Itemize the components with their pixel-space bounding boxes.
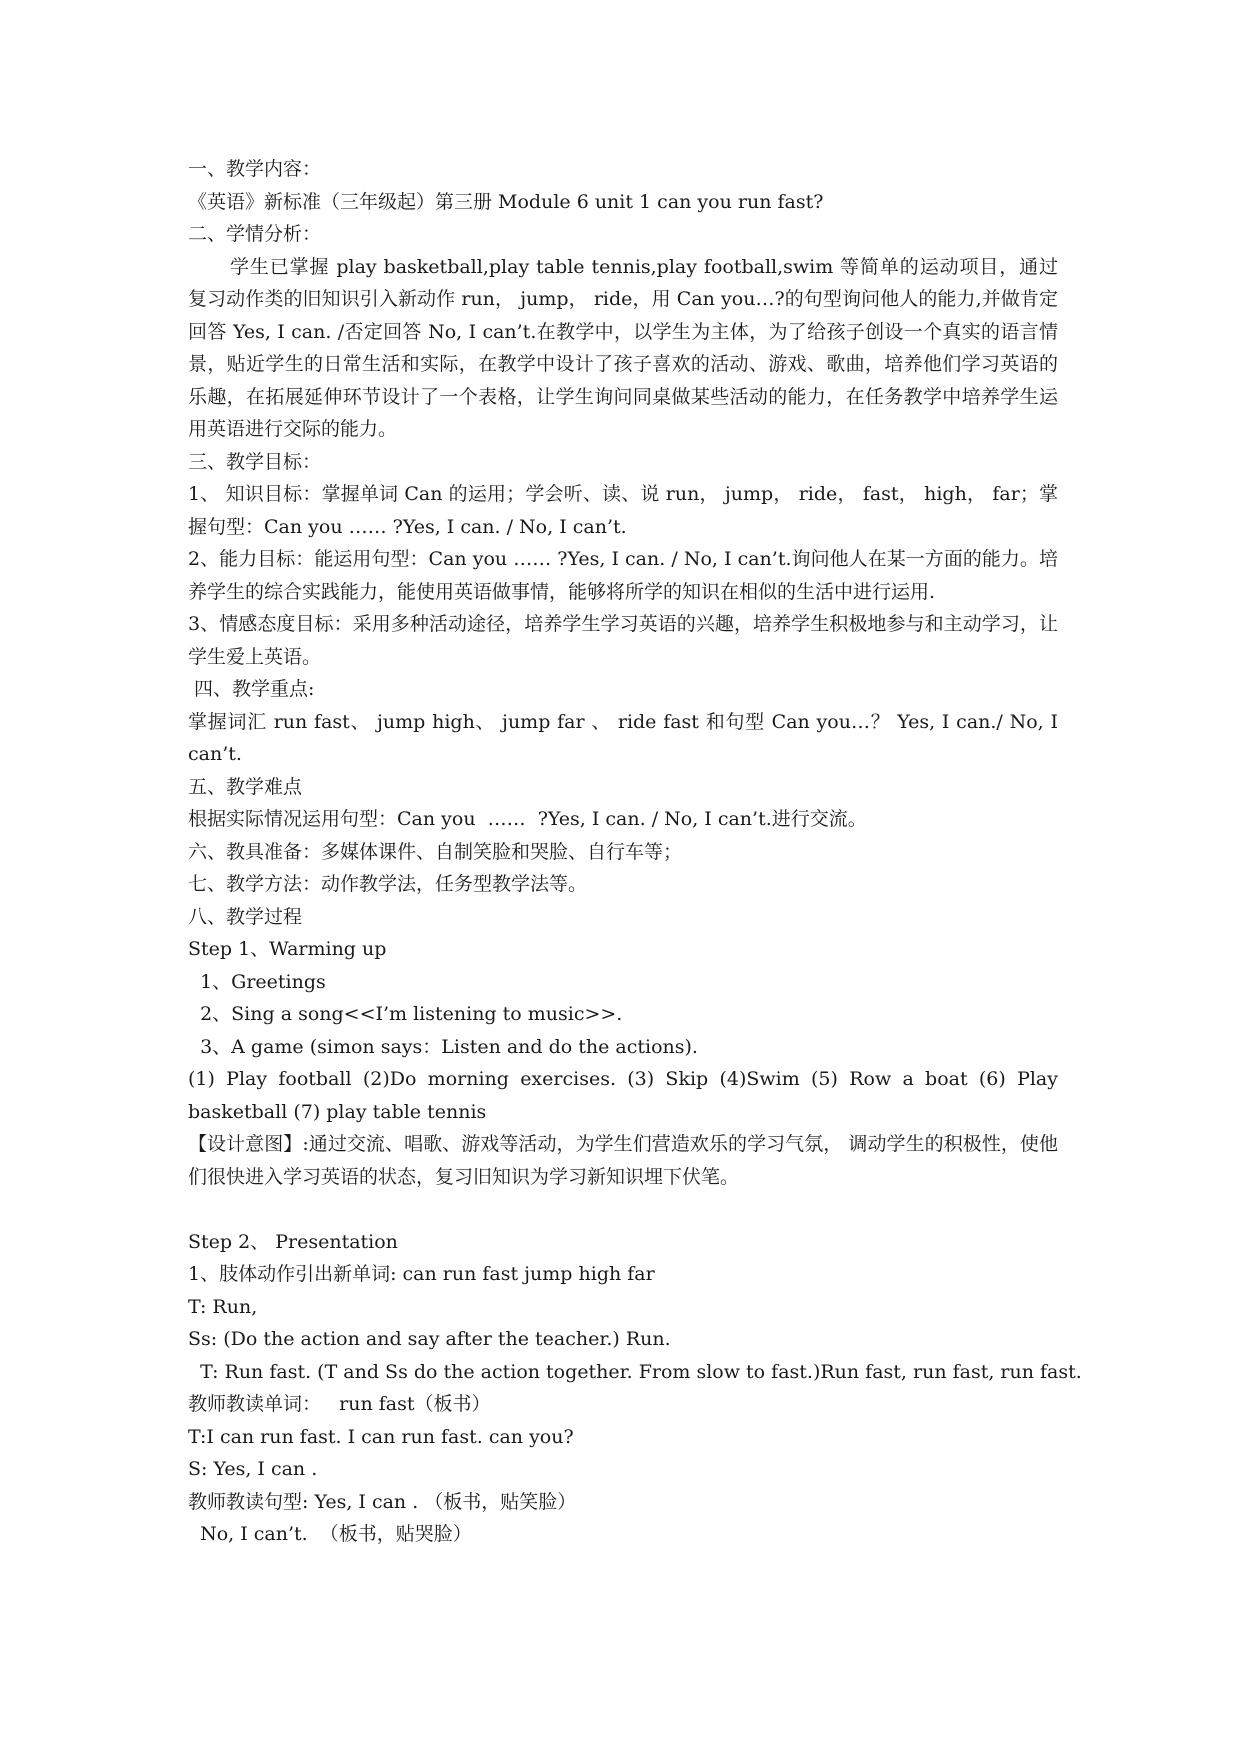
goal-ability: 2、能力目标：能运用句型：Can you …… ?Yes, I can. / No, I can’t.询问他人在某一方面的能力。培养学生的综合实践能力，能使用英语做事情，能够将所学的知识在相似的生活中进行运用. [188, 548, 1058, 603]
goal-attitude: 3、情感态度目标：采用多种活动途径，培养学生学习英语的兴趣，培养学生积极地参与和主动学习，让学生爱上英语。 [188, 613, 1058, 668]
step2-line: 教师教读单词： run fast（板书） [188, 1393, 491, 1415]
design-intent: 【设计意图】:通过交流、唱歌、游戏等活动，为学生们营造欢乐的学习气氛， 调动学生的积极性，使他们很快进入学习英语的状态，复习旧知识为学习新知识埋下伏笔。 [188, 1133, 1058, 1188]
section-title-key-points: 四、教学重点: [188, 678, 315, 700]
step2-line: 教师教读句型: Yes, I can . （板书，贴笑脸） [188, 1490, 577, 1513]
blank-line [188, 1193, 1058, 1226]
step1-title: Step 1、Warming up [188, 938, 387, 960]
teaching-methods: 七、教学方法：动作教学法，任务型教学法等。 [188, 873, 588, 895]
section-title-difficulty: 五、教学难点 [188, 775, 303, 798]
step2-line: S: Yes, I can . [188, 1458, 318, 1480]
key-points-text: 掌握词汇 run fast、 jump high、 jump far 、 ride fast 和句型 Can you…？ Yes, I can./ No, I can’t. [188, 710, 1058, 765]
document-page [188, 153, 1082, 1551]
step2-line: 1、肢体动作引出新单词: can run fast jump high far [188, 1263, 655, 1285]
section-title-content: 一、教学内容： [188, 158, 322, 180]
step2-line: No, I can’t. （板书，贴哭脸） [188, 1523, 472, 1545]
analysis-paragraph: 学生已掌握 play basketball,play table tennis,play football,swim 等简单的运动项目，通过复习动作类的旧知识引入新动作 run， jump， ride，用 Can you…?的句型询问他人的能力,并做肯定回答 Yes, I can. /否定回答 No, I can’t.在教学中，以学生为主体，为了给孩子创设一个真实的语言情景，贴近学生的日常生活和实际，在教学中设计了孩子喜欢的活动、游戏、歌曲，培养他们学习英语的乐趣，在拓展延伸环节设计了一个表格，让学生询问同桌做某些活动的能力，在任务教学中培养学生运用英语进行交际的能力。 [188, 255, 1058, 440]
teaching-aids: 六、教具准备：多媒体课件、自制笑脸和哭脸、自行车等； [188, 840, 683, 863]
textbook-reference: 《英语》新标准（三年级起）第三册 Module 6 unit 1 can you run fast? [188, 190, 824, 213]
step2-line: Ss: (Do the action and say after the teacher.) Run. [188, 1328, 671, 1350]
goal-knowledge: 1、 知识目标：掌握单词 Can 的运用；学会听、读、说 run， jump， ride， fast， high， far；掌握句型：Can you …… ?Yes, I can. / No, I can’t. [188, 483, 1058, 538]
section-title-analysis: 二、学情分析： [188, 223, 322, 245]
section-title-goals: 三、教学目标： [188, 450, 322, 473]
difficulty-text: 根据实际情况运用句型：Can you …… ?Yes, I can. / No, I can’t.进行交流。 [188, 808, 867, 830]
game-action-list: (1) Play football (2)Do morning exercises. (3) Skip (4)Swim (5) Row a boat (6) Play basketball (7) play table tennis [188, 1068, 1058, 1123]
step2-line: T: Run, [188, 1295, 258, 1318]
step1-item: 1、Greetings [188, 970, 326, 993]
step2-title: Step 2、 Presentation [188, 1230, 398, 1253]
step2-line: T:I can run fast. I can run fast. can you? [188, 1425, 574, 1448]
step1-item: 2、Sing a song<<I’m listening to music>>. [188, 1003, 623, 1025]
step2-line: T: Run fast. (T and Ss do the action together. From slow to fast.)Run fast, run fast, run fast. [188, 1360, 1082, 1383]
section-title-process: 八、教学过程 [188, 905, 303, 928]
step1-item: 3、A game (simon says：Listen and do the actions). [188, 1035, 698, 1058]
